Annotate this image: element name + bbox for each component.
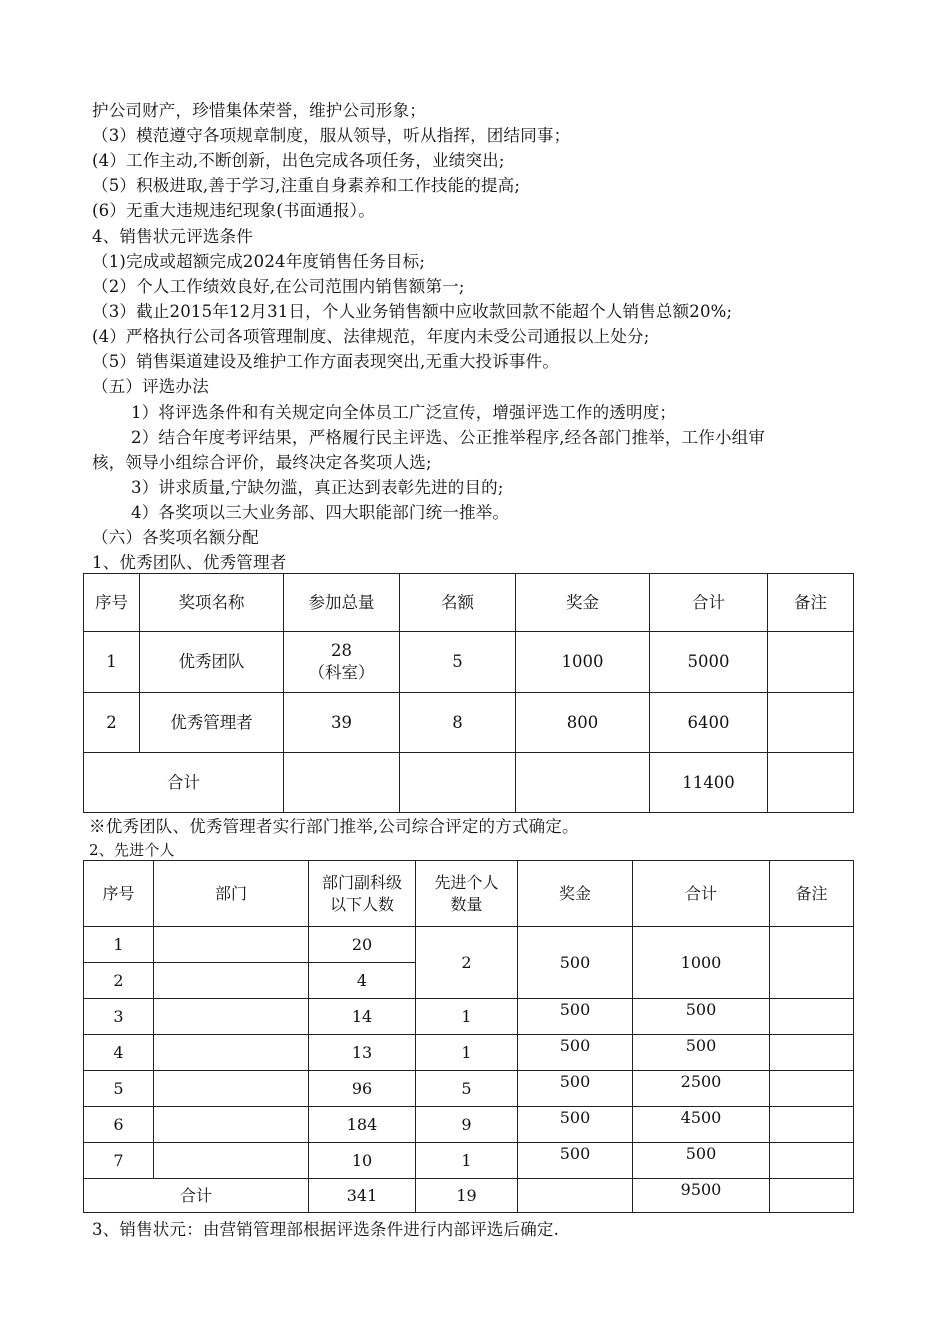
- table-cell: 39: [284, 693, 400, 753]
- table-row: [84, 1143, 854, 1179]
- table-row: [84, 1071, 854, 1107]
- header-cell: 参加总量: [284, 574, 400, 632]
- table-cell: [518, 1179, 633, 1213]
- text-line: （5）积极进取,善于学习,注重自身素养和工作技能的提高;: [92, 176, 521, 195]
- table-header-row: [84, 861, 854, 927]
- cell-line: 以下人数: [329, 894, 394, 914]
- award-table-2: [83, 860, 854, 1213]
- table-cell: 2: [84, 963, 154, 999]
- text-line: 3）讲求质量,宁缺勿滥，真正达到表彰先进的目的;: [131, 478, 504, 497]
- table-cell: 20: [309, 927, 416, 963]
- table-cell: [770, 1179, 854, 1213]
- table-cell: 7: [84, 1143, 154, 1179]
- table-cell: 1: [416, 999, 518, 1035]
- table-cell: [154, 1071, 309, 1107]
- table-cell: [770, 927, 854, 999]
- text-line: (4）工作主动,不断创新，出色完成各项任务，业绩突出;: [92, 151, 505, 170]
- cell-line: 28: [331, 641, 352, 660]
- table-header-row: [84, 574, 854, 632]
- table-cell: [284, 632, 400, 693]
- table-cell: [400, 753, 516, 813]
- table-cell: 优秀管理者: [140, 693, 284, 753]
- text-line: （3）截止2015年12月31日，个人业务销售额中应收款回款不能超个人销售总额20%;: [92, 302, 733, 321]
- table-cell: 800: [516, 693, 650, 753]
- header-cell: 序号: [84, 574, 140, 632]
- table-row: [84, 1107, 854, 1143]
- table-cell: [770, 1035, 854, 1071]
- table-cell: 500: [633, 999, 770, 1035]
- table-cell: 500: [518, 1035, 633, 1071]
- text-line: （1)完成或超额完成2024年度销售任务目标;: [92, 252, 426, 271]
- table-total-row: [84, 1179, 854, 1213]
- text-line: (6）无重大违规违纪现象(书面通报）。: [92, 201, 375, 220]
- text-line: （2）个人工作绩效良好,在公司范围内销售额第一;: [92, 277, 465, 296]
- table-cell: 500: [633, 1035, 770, 1071]
- header-cell: 备注: [770, 861, 854, 927]
- table-cell: 96: [309, 1071, 416, 1107]
- table-cell: [154, 1035, 309, 1071]
- table-cell: [154, 1107, 309, 1143]
- table-cell: 1000: [516, 632, 650, 693]
- cell-line: 先进个人: [434, 872, 499, 892]
- table-cell: 1: [84, 927, 154, 963]
- table-cell: 5: [400, 632, 516, 693]
- table-cell: 2500: [633, 1071, 770, 1107]
- table-row: [84, 999, 854, 1035]
- table-cell: [768, 693, 854, 753]
- table-cell: [154, 927, 309, 963]
- table-cell: [768, 632, 854, 693]
- total-count-cell: 19: [416, 1179, 518, 1213]
- total-label-cell: 合计: [84, 753, 284, 813]
- text-line: 4）各奖项以三大业务部、四大职能部门统一推举。: [131, 503, 510, 522]
- table-caption: 2、先进个人: [89, 841, 175, 859]
- table-cell: [770, 1143, 854, 1179]
- table-cell: 1: [416, 1143, 518, 1179]
- table-cell: 500: [518, 1143, 633, 1179]
- table-cell: 1: [416, 1035, 518, 1071]
- table-cell: [154, 1143, 309, 1179]
- table-cell: 8: [400, 693, 516, 753]
- table-cell: [154, 999, 309, 1035]
- table-cell: [768, 753, 854, 813]
- text-line: 护公司财产，珍惜集体荣誉，维护公司形象；: [92, 101, 426, 120]
- table-cell: 10: [309, 1143, 416, 1179]
- award-table-1: [83, 573, 854, 813]
- header-cell: [416, 861, 518, 927]
- table-row: [84, 693, 854, 753]
- table-cell: 184: [309, 1107, 416, 1143]
- section-heading: （五）评选办法: [92, 377, 209, 396]
- table-cell: 4500: [633, 1107, 770, 1143]
- header-cell: 合计: [650, 574, 768, 632]
- text-line: 2）结合年度考评结果，严格履行民主评选、公正推举程序,经各部门推举，工作小组审: [131, 428, 766, 447]
- text-line: (4）严格执行公司各项管理制度、法律规范，年度内未受公司通报以上处分;: [92, 327, 650, 346]
- total-value-cell: 11400: [650, 753, 768, 813]
- merged-count-cell: 2: [416, 927, 518, 999]
- section-heading: 4、销售状元评选条件: [92, 227, 253, 246]
- header-cell: 奖金: [516, 574, 650, 632]
- table-cell: 13: [309, 1035, 416, 1071]
- table-cell: 5000: [650, 632, 768, 693]
- table-cell: 500: [518, 1107, 633, 1143]
- header-cell: 部门: [154, 861, 309, 927]
- table-cell: 14: [309, 999, 416, 1035]
- table-caption: 1、优秀团队、优秀管理者: [92, 553, 287, 572]
- table-row: [84, 1035, 854, 1071]
- header-cell: 奖项名称: [140, 574, 284, 632]
- table-cell: 1: [84, 632, 140, 693]
- table-cell: 6: [84, 1107, 154, 1143]
- header-cell: 合计: [633, 861, 770, 927]
- header-cell: 序号: [84, 861, 154, 927]
- table-cell: [770, 1107, 854, 1143]
- table-cell: 2: [84, 693, 140, 753]
- text-line: 核，领导小组综合评价，最终决定各奖项人选;: [92, 453, 432, 472]
- table-cell: 500: [518, 1071, 633, 1107]
- table-cell: 500: [633, 1143, 770, 1179]
- table-cell: [770, 1071, 854, 1107]
- merged-bonus-cell: 500: [518, 927, 633, 999]
- table-cell: 500: [518, 999, 633, 1035]
- cell-line: 数量: [450, 894, 483, 914]
- table-cell: [284, 753, 400, 813]
- header-cell: 备注: [768, 574, 854, 632]
- text-line: 1）将评选条件和有关规定向全体员工广泛宣传，增强评选工作的透明度；: [131, 403, 677, 422]
- table-cell: 9: [416, 1107, 518, 1143]
- table-cell: 5: [84, 1071, 154, 1107]
- table-cell: [154, 963, 309, 999]
- cell-line: （科室）: [308, 663, 375, 682]
- text-line: （3）模范遵守各项规章制度，服从领导，听从指挥，团结同事；: [92, 126, 571, 145]
- table-cell: 6400: [650, 693, 768, 753]
- merged-total-cell: 1000: [633, 927, 770, 999]
- table-cell: 4: [84, 1035, 154, 1071]
- header-cell: 奖金: [518, 861, 633, 927]
- section-heading: （六）各奖项名额分配: [92, 528, 259, 547]
- cell-line: 部门副科级: [321, 872, 402, 892]
- total-people-cell: 341: [309, 1179, 416, 1213]
- table-row: [84, 927, 854, 963]
- table-cell: 5: [416, 1071, 518, 1107]
- table-cell: [770, 999, 854, 1035]
- header-cell: [309, 861, 416, 927]
- text-line: （5）销售渠道建设及维护工作方面表现突出,无重大投诉事件。: [92, 352, 560, 371]
- table-cell: 优秀团队: [140, 632, 284, 693]
- total-label-cell: 合计: [84, 1179, 309, 1213]
- table-cell: 3: [84, 999, 154, 1035]
- table-total-row: [84, 753, 854, 813]
- text-line: 3、销售状元：由营销管理部根据评选条件进行内部评选后确定.: [92, 1220, 560, 1239]
- table-note: ※优秀团队、优秀管理者实行部门推举,公司综合评定的方式确定。: [89, 817, 579, 836]
- table-row: [84, 632, 854, 693]
- table-cell: 4: [309, 963, 416, 999]
- total-sum-cell: 9500: [633, 1179, 770, 1213]
- table-cell: [516, 753, 650, 813]
- header-cell: 名额: [400, 574, 516, 632]
